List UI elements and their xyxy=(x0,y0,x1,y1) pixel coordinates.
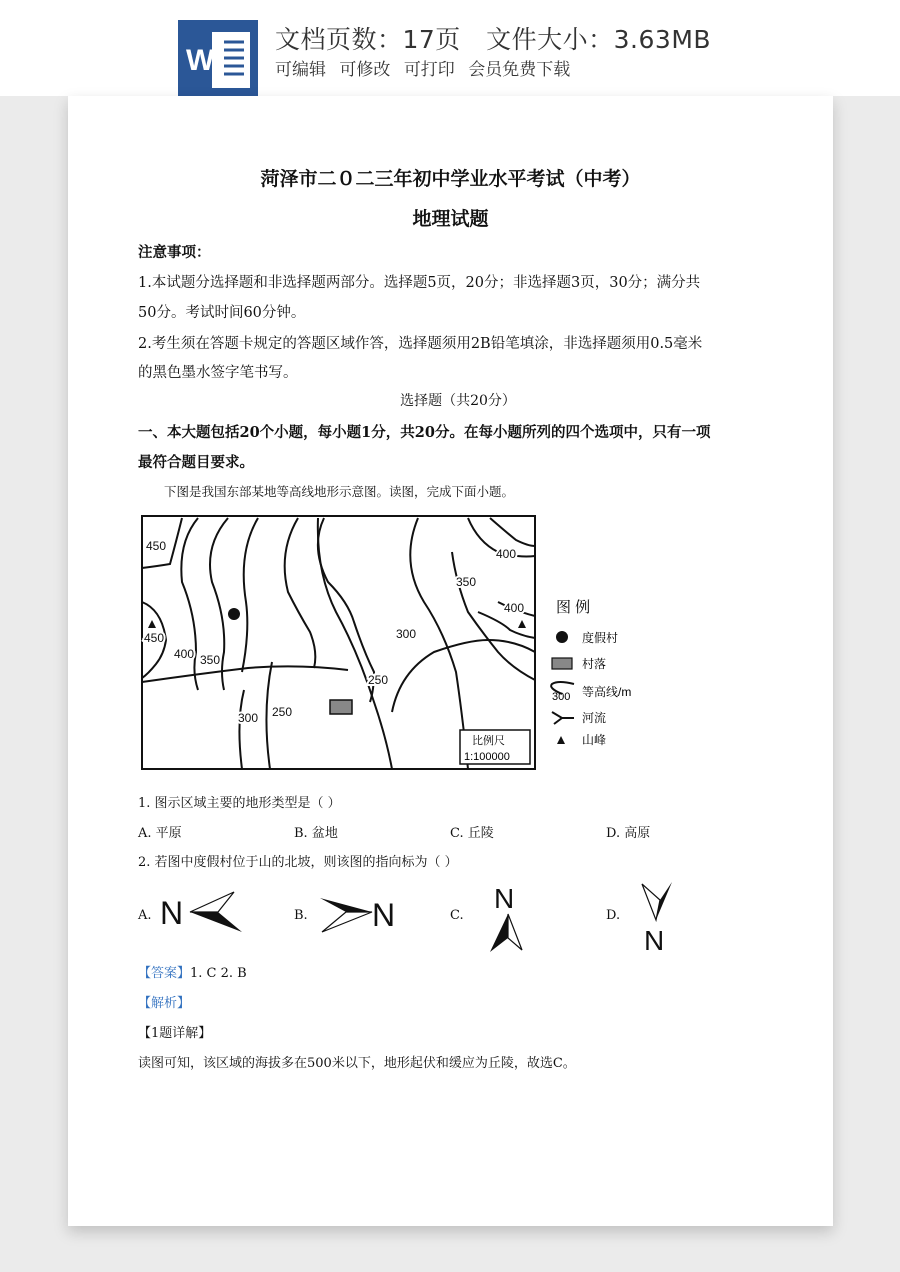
section-desc-line-1: 一、本大题包括20个小题，每小题1分，共20分。在每小题所列的四个选项中，只有一项 xyxy=(138,424,711,441)
svg-text:W: W xyxy=(186,44,215,77)
word-document-icon xyxy=(178,20,258,96)
notice-1-line-1: 1.本试题分选择题和非选择题两部分。选择题5页，20分；非选择题3页，30分；满分共 xyxy=(138,275,701,291)
contour-label: 450 xyxy=(146,539,167,553)
notice-2-line-2: 的黑色墨水签字笔书写。 xyxy=(138,365,298,381)
contour-label: 400 xyxy=(174,647,195,661)
contour-label: 300 xyxy=(396,627,417,641)
section-title: 选择题（共20分） xyxy=(400,393,516,409)
legend-item: 村落 xyxy=(582,657,607,671)
legend-item: 河流 xyxy=(582,711,607,725)
detail-tag: 【1题详解】 xyxy=(138,1026,212,1041)
village-marker-icon xyxy=(330,700,352,714)
editable-link[interactable]: 可编辑 xyxy=(275,60,326,80)
q1-option-c[interactable]: C. 丘陵 xyxy=(450,826,494,841)
scale-value: 1:100000 xyxy=(464,751,510,763)
notice-2-line-1: 2.考生须在答题卡规定的答题区域作答，选择题须用2B铅笔填涂，非选择题须用0.5毫米 xyxy=(138,336,703,352)
document-page xyxy=(68,96,833,1226)
notice-heading: 注意事项： xyxy=(138,244,211,261)
village-legend-icon xyxy=(552,658,572,669)
scale-title: 比例尺 xyxy=(472,735,505,747)
contour-map xyxy=(138,512,638,772)
resort-legend-icon xyxy=(556,631,568,643)
answer-line xyxy=(138,962,778,981)
svg-text:N: N xyxy=(160,895,184,931)
file-info-title: 文档页数：17页 文件大小：3.63MB xyxy=(275,25,712,54)
exam-subtitle: 地理试题 xyxy=(412,208,489,230)
north-arrow-d-icon[interactable] xyxy=(638,880,682,954)
contour-label: 250 xyxy=(368,673,389,687)
section-desc-line-2: 最符合题目要求。 xyxy=(138,454,254,471)
contour-label: 350 xyxy=(200,653,221,667)
q2-option-c[interactable]: C. xyxy=(450,908,464,923)
legend-item: 等高线/m xyxy=(582,685,632,699)
question-1-stem: 1. 图示区域主要的地形类型是（ ） xyxy=(138,796,341,811)
contour-label: 400 xyxy=(504,601,525,615)
svg-text:N: N xyxy=(644,925,665,954)
map-intro: 下图是我国东部某地等高线地形示意图。读图，完成下面小题。 xyxy=(164,484,515,499)
north-arrow-b-icon[interactable] xyxy=(318,890,408,938)
member-download-link[interactable]: 会员免费下载 xyxy=(468,60,571,80)
svg-text:N: N xyxy=(372,897,396,933)
answer-text: 1. C 2. B xyxy=(190,966,247,981)
printable-link[interactable]: 可打印 xyxy=(403,60,455,80)
answer-tag: 【答案】 xyxy=(138,966,191,981)
question-2-stem: 2. 若图中度假村位于山的北坡，则该图的指向标为（ ） xyxy=(138,855,458,870)
resort-marker-icon xyxy=(228,608,240,620)
explanation-text: 读图可知，该区域的海拔多在500米以下，地形起伏和缓应为丘陵，故选C。 xyxy=(138,1056,576,1071)
q2-option-a[interactable]: A. xyxy=(138,908,152,923)
contour-label: 400 xyxy=(496,547,517,561)
peak-legend-icon xyxy=(557,736,565,744)
download-banner xyxy=(0,0,900,96)
legend-sample-value: 300 xyxy=(552,691,571,703)
notice-1-line-2: 50分。考试时间60分钟。 xyxy=(138,305,306,321)
q1-option-b[interactable]: B. 盆地 xyxy=(294,826,338,841)
contour-label: 300 xyxy=(238,711,259,725)
svg-text:N: N xyxy=(494,883,515,914)
q2-option-d[interactable]: D. xyxy=(606,908,621,923)
q1-option-a[interactable]: A. 平原 xyxy=(138,826,182,841)
legend-item: 山峰 xyxy=(582,733,607,747)
legend-title: 图 例 xyxy=(556,599,591,616)
contour-label: 250 xyxy=(272,705,293,719)
north-arrow-a-icon[interactable] xyxy=(158,890,248,934)
north-arrow-c-icon[interactable] xyxy=(486,880,530,954)
river-legend-icon xyxy=(552,712,574,724)
q1-option-d[interactable]: D. 高原 xyxy=(606,826,651,841)
q2-option-b[interactable]: B. xyxy=(294,908,308,923)
contour-label: 450 xyxy=(144,631,165,645)
legend-item: 度假村 xyxy=(582,631,619,645)
analysis-tag: 【解析】 xyxy=(138,996,191,1011)
modifiable-link[interactable]: 可修改 xyxy=(339,60,391,80)
file-actions xyxy=(275,55,578,80)
exam-title: 菏泽市二０二三年初中学业水平考试（中考） xyxy=(260,168,641,190)
contour-label: 350 xyxy=(456,575,477,589)
